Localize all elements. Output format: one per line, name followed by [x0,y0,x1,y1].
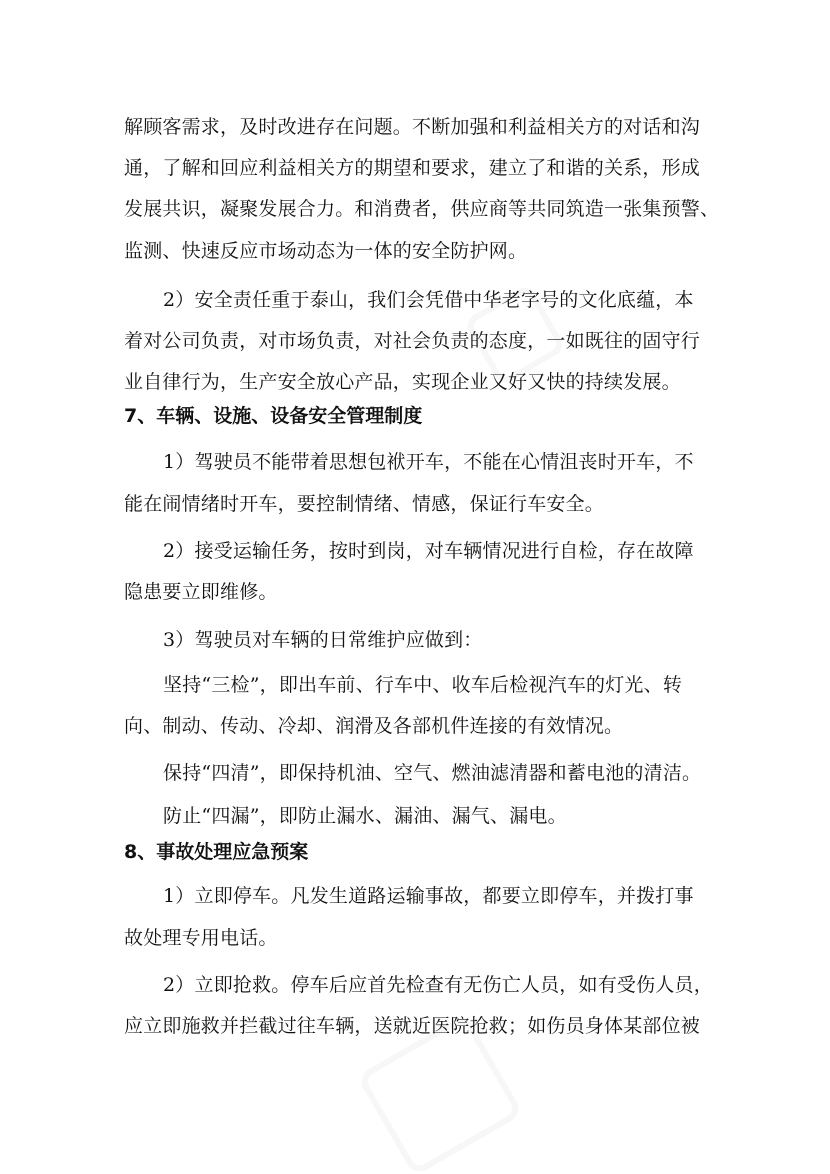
paragraph-line: 坚持“三检”，即出车前、行车中、收车后检视汽车的灯光、转 [163,674,683,696]
paragraph-line: 故处理专用电话。 [124,927,278,949]
paragraph-line: 2）接受运输任务，按时到岗，对车辆情况进行自检，存在故障 [163,540,694,562]
paragraph-line: 保持“四清”，即保持机油、空气、燃油滤清器和蓄电池的清洁。 [163,762,702,784]
paragraph-line: 3）驾驶员对车辆的日常维护应做到： [163,629,483,651]
paragraph-line: 隐患要立即维修。 [124,581,278,603]
paragraph-line: 着对公司负责，对市场负责，对社会负责的态度，一如既往的固守行 [124,330,701,352]
section-heading-7: 7、车辆、设施、设备安全管理制度 [124,405,423,427]
paragraph-line: 发展共识，凝聚发展合力。和消费者，供应商等共同筑造一张集预警、 [124,198,720,220]
paragraph-line: 1）驾驶员不能带着思想包袱开车，不能在心情沮丧时开车，不 [163,451,694,473]
paragraph-line: 向、制动、传动、冷却、润滑及各部机件连接的有效情况。 [124,715,624,737]
paragraph-line: 应立即施救并拦截过往车辆，送就近医院抢救；如伤员身体某部位被 [124,1015,701,1037]
paragraph-line: 能在闹情绪时开车，要控制情绪、情感，保证行车安全。 [124,493,605,515]
paragraph-line: 2）安全责任重于泰山，我们会凭借中华老字号的文化底蕴，本 [163,289,694,311]
paragraph-line: 通，了解和回应利益相关方的期望和要求，建立了和谐的关系，形成 [124,157,701,179]
paragraph-line: 业自律行为，生产安全放心产品，实现企业又好又快的持续发展。 [124,371,681,393]
paragraph-line: 2）立即抢救。停车后应首先检查有无伤亡人员，如有受伤人员， [163,974,713,996]
paragraph-line: 防止“四漏”，即防止漏水、漏油、漏气、漏电。 [163,805,567,827]
paragraph-line: 解顾客需求，及时改进存在问题。不断加强和利益相关方的对话和沟 [124,116,701,138]
watermark-mark-2 [361,1017,520,1172]
paragraph-line: 监测、快速反应市场动态为一体的安全防护网。 [124,240,528,262]
section-heading-8: 8、事故处理应急预案 [124,841,309,863]
paragraph-line: 1）立即停车。凡发生道路运输事故，都要立即停车，并拨打事 [163,885,694,907]
